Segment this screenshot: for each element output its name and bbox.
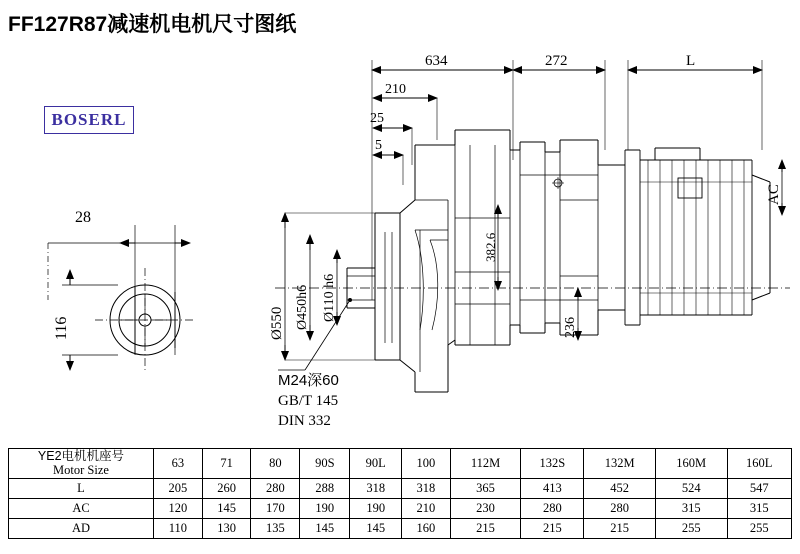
table-cell: 160 [401, 518, 450, 538]
table-cell: 135 [251, 518, 300, 538]
dim-382-6-label: 382.6 [483, 232, 498, 262]
table-cell: 210 [401, 498, 450, 518]
table-col-head: 132S [521, 449, 584, 479]
brand-logo: BOSERL [44, 106, 134, 134]
table-cell: 365 [450, 478, 521, 498]
dim-236-label: 236 [563, 317, 578, 338]
table-row [9, 498, 792, 518]
table-header-row [9, 449, 792, 479]
dim-28-label: 28 [75, 209, 91, 226]
table-cell: 452 [584, 478, 656, 498]
dim-450h6-label: Ø450h6 [295, 284, 310, 330]
table-cell: 413 [521, 478, 584, 498]
table-cell: 318 [401, 478, 450, 498]
table-cell: 255 [655, 518, 727, 538]
table-col-head: 100 [401, 449, 450, 479]
table-cell: 255 [727, 518, 792, 538]
table-cell: 145 [202, 498, 251, 518]
table-col-head: 63 [154, 449, 203, 479]
note-din332: DIN 332 [278, 413, 331, 429]
table-col-head: 90L [350, 449, 402, 479]
table-cell: 524 [655, 478, 727, 498]
table-col-head: 160L [727, 449, 792, 479]
table-col-head: 160M [655, 449, 727, 479]
table-cell: 215 [521, 518, 584, 538]
row-label: L [9, 478, 154, 498]
table-cell: 205 [154, 478, 203, 498]
dim-272-label: 272 [545, 53, 568, 69]
table-cell: 280 [521, 498, 584, 518]
table-col-head: 90S [300, 449, 350, 479]
table-cell: 280 [584, 498, 656, 518]
table-cell: 215 [450, 518, 521, 538]
page-title: FF127R87减速机电机尺寸图纸 [8, 13, 297, 36]
note-gbt145: GB/T 145 [278, 393, 339, 409]
motor-size-table [8, 448, 792, 539]
table-cell: 215 [584, 518, 656, 538]
table-cell: 110 [154, 518, 203, 538]
table-cell: 260 [202, 478, 251, 498]
header-label-en: Motor Size [53, 463, 109, 478]
table-cell: 145 [300, 518, 350, 538]
dim-110h6-label: Ø110 h6 [322, 273, 337, 322]
header-label-cn: YE2电机机座号 [37, 449, 125, 463]
dim-634-label: 634 [425, 53, 448, 69]
dim-L-label: L [686, 53, 696, 69]
table-col-head: 80 [251, 449, 300, 479]
table-cell: 547 [727, 478, 792, 498]
table-cell: 318 [350, 478, 402, 498]
row-label: AC [9, 498, 154, 518]
table-row [9, 518, 792, 538]
table-cell: 230 [450, 498, 521, 518]
table-cell: 120 [154, 498, 203, 518]
table-cell: 315 [727, 498, 792, 518]
table-col-head: 112M [450, 449, 521, 479]
table-col-head: 132M [584, 449, 656, 479]
dim-25-label: 25 [370, 111, 384, 126]
table-cell: 190 [300, 498, 350, 518]
dim-550-label: Ø550 [269, 306, 285, 340]
table-cell: 288 [300, 478, 350, 498]
dim-5-label: 5 [375, 138, 382, 153]
table-row [9, 478, 792, 498]
table-cell: 145 [350, 518, 402, 538]
dim-116-label: 116 [53, 316, 70, 340]
note-m24: M24深60 [278, 372, 339, 389]
table-cell: 190 [350, 498, 402, 518]
dim-210-label: 210 [385, 82, 406, 97]
table-cell: 315 [655, 498, 727, 518]
row-label: AD [9, 518, 154, 538]
table-col-head: 71 [202, 449, 251, 479]
dim-AC-label: AC [766, 184, 782, 205]
table-cell: 170 [251, 498, 300, 518]
table-cell: 280 [251, 478, 300, 498]
table-cell: 130 [202, 518, 251, 538]
table-header-cell [9, 449, 154, 479]
